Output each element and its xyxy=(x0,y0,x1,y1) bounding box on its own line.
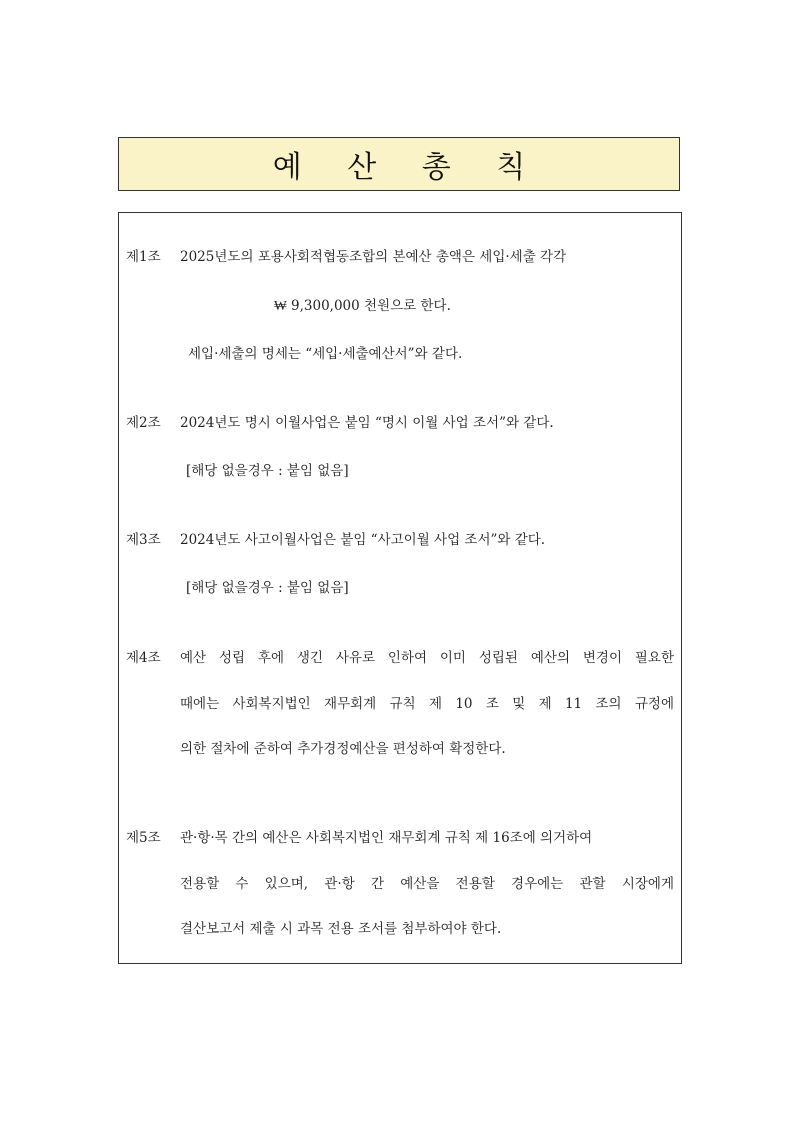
article-4-line-1: 예산 성립 후에 생긴 사유로 인하여 이미 성립된 예산의 변경이 필요한 xyxy=(180,650,674,666)
article-4-line-3: 의한 절차에 준하여 추가경정예산을 편성하여 확정한다. xyxy=(180,741,506,757)
article-5-number: 제5조 xyxy=(126,830,161,846)
article-4-number: 제4조 xyxy=(126,650,161,666)
article-5-line-3: 결산보고서 제출 시 과목 전용 조서를 첨부하여야 한다. xyxy=(180,921,502,937)
article-3-line-1: 2024년도 사고이월사업은 붙임 “사고이월 사업 조서”와 같다. xyxy=(180,532,546,548)
article-1-line-1: 2025년도의 포용사회적협동조합의 본예산 총액은 세입·세출 각각 xyxy=(180,249,567,265)
article-5-line-1: 관·항·목 간의 예산은 사회복지법인 재무회계 규칙 제 16조에 의거하여 xyxy=(180,830,593,846)
article-2-line-1: 2024년도 명시 이월사업은 붙임 “명시 이월 사업 조서”와 같다. xyxy=(180,415,554,431)
article-3-number: 제3조 xyxy=(126,532,161,548)
article-2-line-2: [해당 없을경우 : 붙임 없음] xyxy=(186,463,349,479)
title-box xyxy=(118,137,680,191)
page-title: 예 산 총 칙 xyxy=(272,150,544,185)
article-4-line-2: 때에는 사회복지법인 재무회계 규칙 제 10 조 및 제 11 조의 규정에 xyxy=(180,696,674,712)
article-5-line-2: 전용할 수 있으며, 관·항 간 예산을 전용할 경우에는 관할 시장에게 xyxy=(180,876,674,892)
article-2-number: 제2조 xyxy=(126,415,161,431)
article-1-number: 제1조 xyxy=(126,249,161,265)
article-1-line-2: ₩ 9,300,000 천원으로 한다. xyxy=(274,298,451,314)
article-3-line-2: [해당 없을경우 : 붙임 없음] xyxy=(186,580,349,596)
article-1-line-3: 세입·세출의 명세는 “세입·세출예산서”와 같다. xyxy=(188,346,463,362)
